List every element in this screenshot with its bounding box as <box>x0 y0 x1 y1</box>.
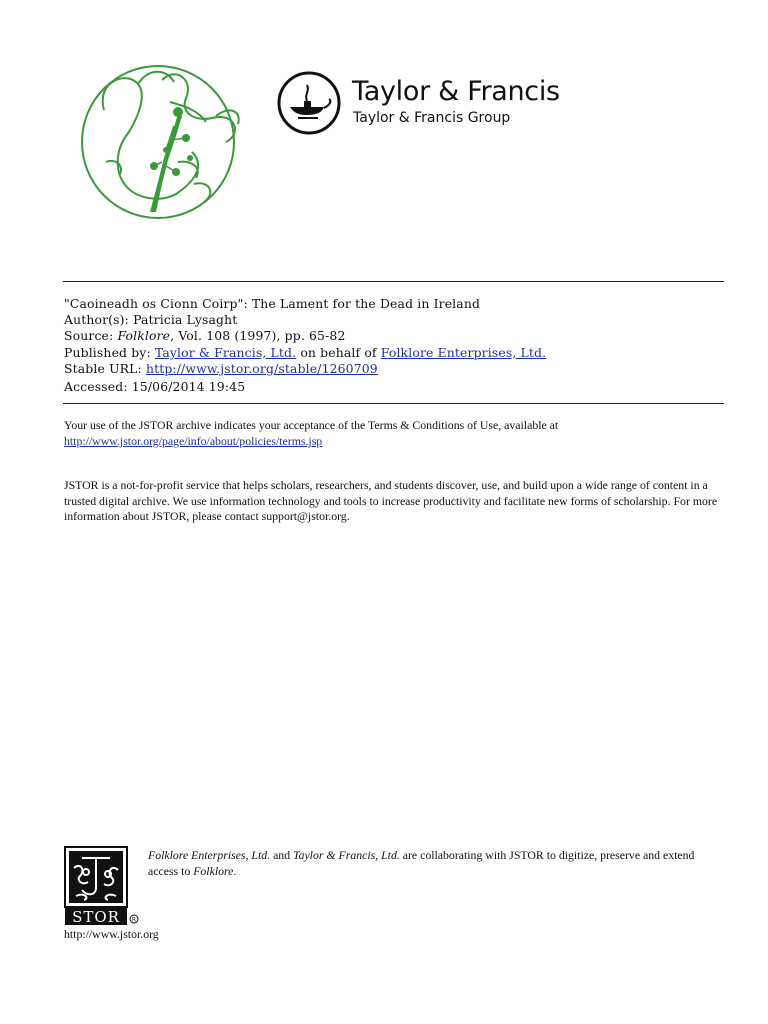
published-line <box>64 345 546 361</box>
author-line <box>64 312 546 328</box>
source-details: , Vol. 108 (1997), pp. 65-82 <box>170 328 346 344</box>
on-behalf-text: on behalf of <box>296 344 381 360</box>
accessed-label: Accessed: <box>64 379 132 395</box>
registered-mark: R <box>131 916 137 924</box>
collab-party-2: Taylor & Francis, Ltd. <box>293 848 400 862</box>
terms-link[interactable]: http://www.jstor.org/page/info/about/policies/terms.jsp <box>64 433 323 448</box>
folklore-enterprises-logo <box>66 62 246 222</box>
jstor-wordmark: STOR <box>72 908 120 926</box>
society-link[interactable]: Folklore Enterprises, Ltd. <box>380 344 547 360</box>
source-journal: Folklore <box>117 328 171 344</box>
jstor-logo <box>64 846 146 928</box>
citation-block <box>64 296 546 395</box>
collab-journal: Folklore <box>193 863 234 878</box>
stable-url-label: Stable URL: <box>64 360 146 376</box>
author-label: Author(s): <box>64 312 134 328</box>
stable-url-link[interactable]: http://www.jstor.org/stable/1260709 <box>145 360 378 376</box>
collaboration-note: Folklore Enterprises, Ltd. and Taylor & Francis, Ltd. are collaborating with JSTOR to digitize, preserve and extend access to Folklore. <box>148 848 695 878</box>
source-label: Source: <box>64 328 118 344</box>
jstor-about: JSTOR is a not-for-profit service that helps scholars, researchers, and students discover, use, and build upon a wide range of content in a trusted digital archive. We use information technology and tools to increase productivity and facilitate new forms of scholarship. For more information about JSTOR, please contact support@jstor.org. <box>64 478 718 524</box>
divider-top <box>63 281 724 282</box>
terms-notice <box>64 418 724 449</box>
divider-bottom <box>63 403 724 404</box>
publisher-link[interactable]: Taylor & Francis, Ltd. <box>154 344 297 360</box>
collab-party-1: Folklore Enterprises, Ltd. <box>148 848 271 862</box>
accessed-date: 15/06/2014 19:45 <box>131 379 246 395</box>
source-line <box>64 328 546 344</box>
article-title: "Caoineadh os Cionn Coirp": The Lament for the Dead in Ireland <box>64 296 481 311</box>
accessed-line <box>64 379 546 395</box>
publisher-group: Taylor & Francis Group <box>353 110 511 126</box>
stable-url-line <box>64 361 546 377</box>
author-name: Patricia Lysaght <box>133 312 238 328</box>
taylor-francis-lamp-emblem <box>276 71 342 135</box>
terms-text: Your use of the JSTOR archive indicates your acceptance of the Terms & Conditions of Use, available at <box>64 418 559 432</box>
jstor-url[interactable]: http://www.jstor.org <box>64 927 159 941</box>
published-label: Published by: <box>64 344 155 360</box>
publisher-name: Taylor & Francis <box>352 76 560 107</box>
